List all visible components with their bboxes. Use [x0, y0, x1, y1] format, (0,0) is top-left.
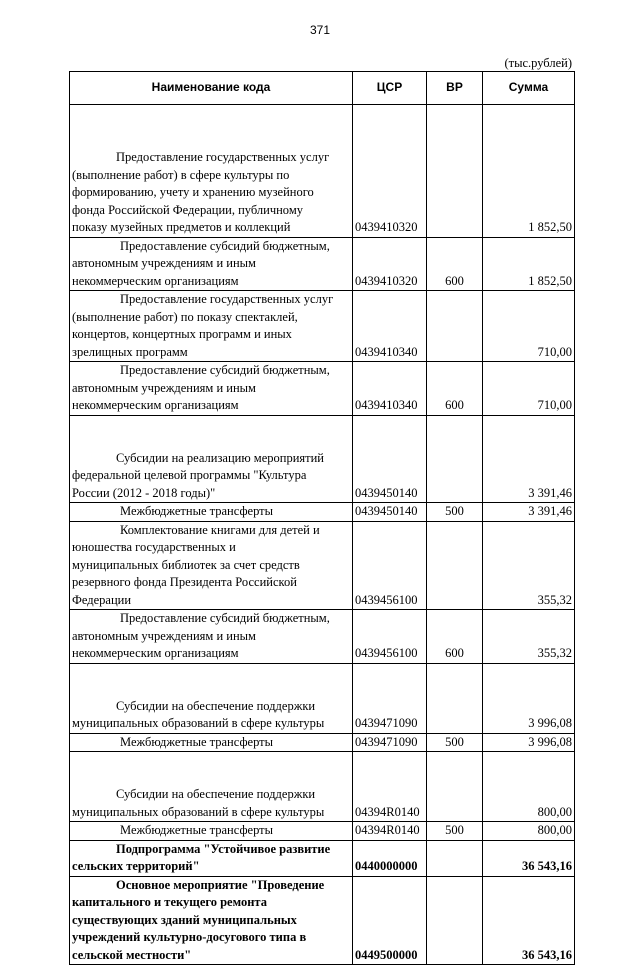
- row-sum: 800,00: [483, 752, 575, 822]
- row-vr: [427, 415, 483, 503]
- row-vr: 600: [427, 237, 483, 291]
- row-csr: 0439471090: [353, 663, 427, 733]
- row-name-line: (выполнение работ) в сфере культуры по: [72, 167, 290, 182]
- row-vr: 600: [427, 610, 483, 664]
- row-sum: 36 543,16: [483, 876, 575, 965]
- row-name-line: Субсидии на обеспечение поддержки: [116, 698, 316, 713]
- row-name-line: Предоставление государственных услуг: [116, 150, 330, 164]
- row-sum: 355,32: [483, 610, 575, 664]
- table-row: [70, 415, 575, 503]
- row-name-line: Межбюджетные трансферты: [120, 734, 274, 749]
- row-csr: 0439410340: [353, 291, 427, 362]
- row-name-line: Предоставление государственных услуг: [120, 292, 334, 306]
- table-row: [70, 105, 575, 238]
- table-row: [70, 663, 575, 733]
- row-name-line: Субсидии на реализацию мероприятий: [116, 450, 324, 465]
- row-vr: 500: [427, 503, 483, 522]
- row-csr: 04394R0140: [353, 822, 427, 841]
- row-name-line: фонда Российской Федерации, публичному: [72, 202, 303, 217]
- row-csr: 0439471090: [353, 733, 427, 752]
- row-name-line: Субсидии на обеспечение поддержки: [116, 787, 316, 801]
- table-row: [70, 876, 575, 965]
- header-name: Наименование кода: [70, 72, 353, 105]
- row-name-line: юношества государственных и: [72, 540, 236, 554]
- row-name-line: муниципальных образований в сфере культуры: [72, 716, 325, 730]
- table-row: [70, 610, 575, 664]
- row-name-line: автономным учреждениям и иным: [72, 256, 256, 270]
- row-sum: 3 391,46: [483, 415, 575, 503]
- row-name: [70, 291, 353, 362]
- row-name-line: (выполнение работ) по показу спектаклей,: [72, 309, 298, 324]
- row-vr: [427, 663, 483, 733]
- header-csr: ЦСР: [353, 72, 427, 105]
- row-name: [70, 663, 353, 733]
- row-csr: 0439410340: [353, 362, 427, 416]
- table-row: [70, 840, 575, 876]
- row-name-line: Основное мероприятие "Проведение: [116, 877, 325, 892]
- row-name-line: формированию, учету и хранению музейного: [72, 185, 314, 199]
- row-name: [70, 415, 353, 503]
- row-vr: 600: [427, 362, 483, 416]
- row-name-line: учреждений культурно-досугового типа в: [72, 930, 307, 944]
- row-name-line: некоммерческим организациям: [72, 398, 239, 412]
- row-name: [70, 610, 353, 664]
- row-vr: [427, 840, 483, 876]
- row-name-line: муниципальных образований в сфере культуры: [72, 804, 325, 819]
- row-name-line: существующих зданий муниципальных: [72, 912, 297, 927]
- row-csr: 0439410320: [353, 105, 427, 238]
- row-vr: [427, 105, 483, 238]
- row-name: [70, 840, 353, 876]
- row-csr: 0439410320: [353, 237, 427, 291]
- row-name: [70, 822, 353, 841]
- row-csr: 04394R0140: [353, 752, 427, 822]
- row-name: [70, 876, 353, 965]
- table-header-row: [70, 72, 575, 105]
- row-name-line: автономным учреждениям и иным: [72, 380, 256, 395]
- row-name-line: некоммерческим организациям: [72, 273, 239, 288]
- row-name-line: федеральной целевой программы "Культура: [72, 468, 307, 482]
- row-name-line: Комплектование книгами для детей и: [120, 522, 320, 537]
- row-vr: 500: [427, 733, 483, 752]
- row-name-line: Межбюджетные трансферты: [120, 504, 274, 518]
- table-row: [70, 822, 575, 841]
- table-row: [70, 237, 575, 291]
- row-csr: 0439456100: [353, 521, 427, 610]
- row-csr: 0439456100: [353, 610, 427, 664]
- row-name-line: резервного фонда Президента Российской: [72, 575, 297, 589]
- row-sum: 710,00: [483, 291, 575, 362]
- row-sum: 1 852,50: [483, 237, 575, 291]
- page-number: 371: [309, 23, 331, 37]
- row-name: [70, 237, 353, 291]
- row-name-line: сельской местности": [72, 947, 192, 962]
- row-csr: 0449500000: [353, 876, 427, 965]
- row-vr: [427, 521, 483, 610]
- row-name-line: Предоставление субсидий бюджетным,: [120, 238, 330, 253]
- row-name: [70, 521, 353, 610]
- row-sum: 800,00: [483, 822, 575, 841]
- row-sum: 355,32: [483, 521, 575, 610]
- row-name-line: показу музейных предметов и коллекций: [72, 220, 291, 234]
- row-name-line: Предоставление субсидий бюджетным,: [120, 611, 330, 625]
- row-sum: 1 852,50: [483, 105, 575, 238]
- row-sum: 3 996,08: [483, 733, 575, 752]
- row-sum: 3 391,46: [483, 503, 575, 522]
- table-row: [70, 503, 575, 522]
- row-name: [70, 733, 353, 752]
- row-name-line: капитального и текущего ремонта: [72, 895, 267, 909]
- row-name: [70, 362, 353, 416]
- row-name-line: некоммерческим организациям: [72, 646, 239, 660]
- row-name-line: Подпрограмма "Устойчивое развитие: [116, 841, 331, 856]
- row-sum: 710,00: [483, 362, 575, 416]
- table-row: [70, 291, 575, 362]
- table-row: [70, 521, 575, 610]
- row-csr: 0439450140: [353, 415, 427, 503]
- row-name: [70, 105, 353, 238]
- row-name-line: Предоставление субсидий бюджетным,: [120, 363, 330, 377]
- row-name: [70, 503, 353, 522]
- row-name-line: Межбюджетные трансферты: [120, 823, 274, 837]
- row-name-line: сельских территорий": [72, 859, 200, 873]
- row-vr: [427, 291, 483, 362]
- row-vr: [427, 876, 483, 965]
- row-sum: 3 996,08: [483, 663, 575, 733]
- table-row: [70, 733, 575, 752]
- header-sum: Сумма: [483, 72, 575, 105]
- row-name-line: концертов, концертных программ и иных: [72, 327, 292, 341]
- units-label: (тыс.рублей): [504, 56, 572, 70]
- table-row: [70, 362, 575, 416]
- row-vr: 500: [427, 822, 483, 841]
- row-vr: [427, 752, 483, 822]
- row-name-line: муниципальных библиотек за счет средств: [72, 557, 300, 572]
- row-name: [70, 752, 353, 822]
- budget-table: [69, 71, 575, 965]
- row-name-line: Федерации: [72, 592, 132, 607]
- table-row: [70, 752, 575, 822]
- header-vr: ВР: [427, 72, 483, 105]
- row-csr: 0439450140: [353, 503, 427, 522]
- row-sum: 36 543,16: [483, 840, 575, 876]
- row-name-line: автономным учреждениям и иным: [72, 628, 256, 643]
- row-name-line: зрелищных программ: [72, 344, 188, 359]
- row-name-line: России (2012 - 2018 годы)": [72, 485, 216, 500]
- row-csr: 0440000000: [353, 840, 427, 876]
